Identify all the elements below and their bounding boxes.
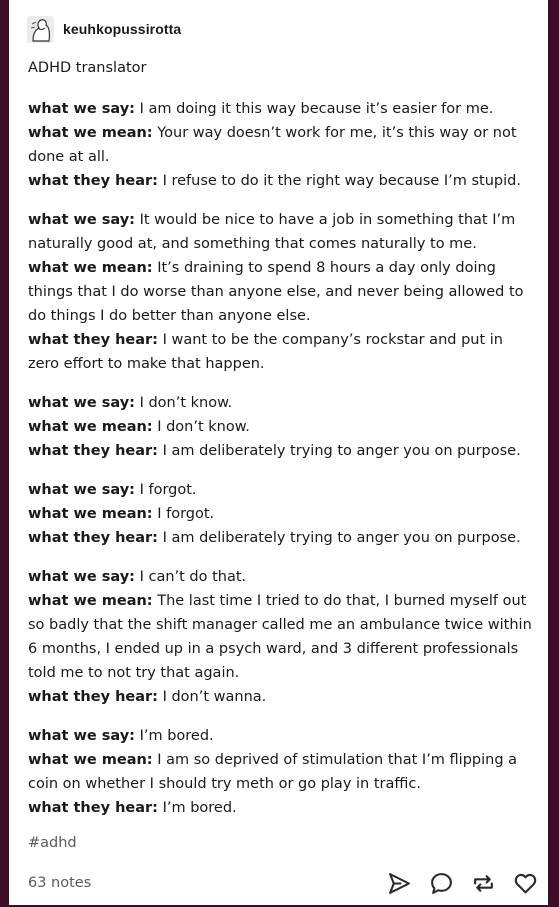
share-button[interactable] <box>387 871 412 896</box>
post-footer <box>28 870 538 896</box>
heart-icon <box>513 871 538 896</box>
translation-block <box>28 478 533 550</box>
mean-text: I don’t know. <box>152 419 250 435</box>
reblog-icon <box>471 871 496 896</box>
post-title: ADHD translator <box>28 60 147 76</box>
post-actions <box>387 871 538 896</box>
say-text: It would be nice to have a job in something that I’m naturally good at, and something that comes naturally to me. <box>28 212 516 252</box>
say-label: what we say: <box>28 482 135 498</box>
say-text: I’m bored. <box>134 728 214 744</box>
say-label: what we say: <box>28 569 135 585</box>
mean-label: what we mean: <box>28 506 153 522</box>
mean-line <box>28 256 533 328</box>
say-line <box>28 208 533 256</box>
mean-line <box>28 502 533 526</box>
say-text: I don’t know. <box>134 395 233 411</box>
hear-text: I don’t wanna. <box>157 689 267 705</box>
say-line <box>28 391 533 415</box>
notes-count[interactable]: 63 notes <box>28 875 92 891</box>
mean-line <box>28 589 533 685</box>
say-label: what we say: <box>28 395 135 411</box>
post-body <box>28 97 533 835</box>
mean-line <box>28 748 533 796</box>
share-icon <box>387 871 412 896</box>
say-line <box>28 478 533 502</box>
say-line <box>28 724 533 748</box>
translation-block <box>28 208 533 376</box>
hear-line <box>28 526 533 550</box>
mean-label: what we mean: <box>28 260 153 276</box>
mean-line <box>28 121 533 169</box>
mean-label: what we mean: <box>28 752 153 768</box>
mean-label: what we mean: <box>28 593 153 609</box>
mean-text: The last time I tried to do that, I burned myself out so badly that the shift manager called me an ambulance twice within 6 months, I ended up in a psych ward, and 3 different professionals told me to not try that again. <box>28 593 532 681</box>
translation-block <box>28 391 533 463</box>
hear-label: what they hear: <box>28 689 158 705</box>
say-label: what we say: <box>28 212 135 228</box>
mean-line <box>28 415 533 439</box>
mean-text: It’s draining to spend 8 hours a day only doing things that I do worse than anyone else, and never being allowed to do things I do better than anyone else. <box>28 260 524 324</box>
tag-adhd[interactable]: #adhd <box>28 835 77 851</box>
mean-text: I am so deprived of stimulation that I’m flipping a coin on whether I should try meth or go play in traffic. <box>28 752 518 792</box>
username[interactable]: keuhkopussirotta <box>63 21 182 37</box>
say-label: what we say: <box>28 101 135 117</box>
hear-line <box>28 328 533 376</box>
reply-icon <box>429 871 454 896</box>
translation-block <box>28 565 533 709</box>
hear-label: what they hear: <box>28 332 158 348</box>
translation-block <box>28 724 533 820</box>
hear-text: I refuse to do it the right way because I’m stupid. <box>157 173 521 189</box>
avatar[interactable] <box>27 16 54 43</box>
reblog-button[interactable] <box>471 871 496 896</box>
like-button[interactable] <box>513 871 538 896</box>
say-label: what we say: <box>28 728 135 744</box>
mean-label: what we mean: <box>28 419 153 435</box>
post-card <box>9 0 548 905</box>
hear-label: what they hear: <box>28 800 158 816</box>
say-text: I forgot. <box>134 482 197 498</box>
say-line <box>28 97 533 121</box>
hear-line <box>28 439 533 463</box>
hear-label: what they hear: <box>28 530 158 546</box>
hear-line <box>28 685 533 709</box>
hear-label: what they hear: <box>28 443 158 459</box>
say-text: I can’t do that. <box>134 569 247 585</box>
hear-text: I want to be the company’s rockstar and put in zero effort to make that happen. <box>28 332 503 372</box>
translation-block <box>28 97 533 193</box>
hear-text: I’m bored. <box>157 800 237 816</box>
say-text: I am doing it this way because it’s easier for me. <box>134 101 494 117</box>
hear-text: I am deliberately trying to anger you on purpose. <box>157 443 521 459</box>
hear-text: I am deliberately trying to anger you on purpose. <box>157 530 521 546</box>
say-line <box>28 565 533 589</box>
hear-line <box>28 169 533 193</box>
mean-text: Your way doesn’t work for me, it’s this way or not done at all. <box>28 125 517 165</box>
post-header <box>27 14 181 44</box>
mean-text: I forgot. <box>152 506 215 522</box>
hear-label: what they hear: <box>28 173 158 189</box>
reply-button[interactable] <box>429 871 454 896</box>
hear-line <box>28 796 533 820</box>
mean-label: what we mean: <box>28 125 153 141</box>
